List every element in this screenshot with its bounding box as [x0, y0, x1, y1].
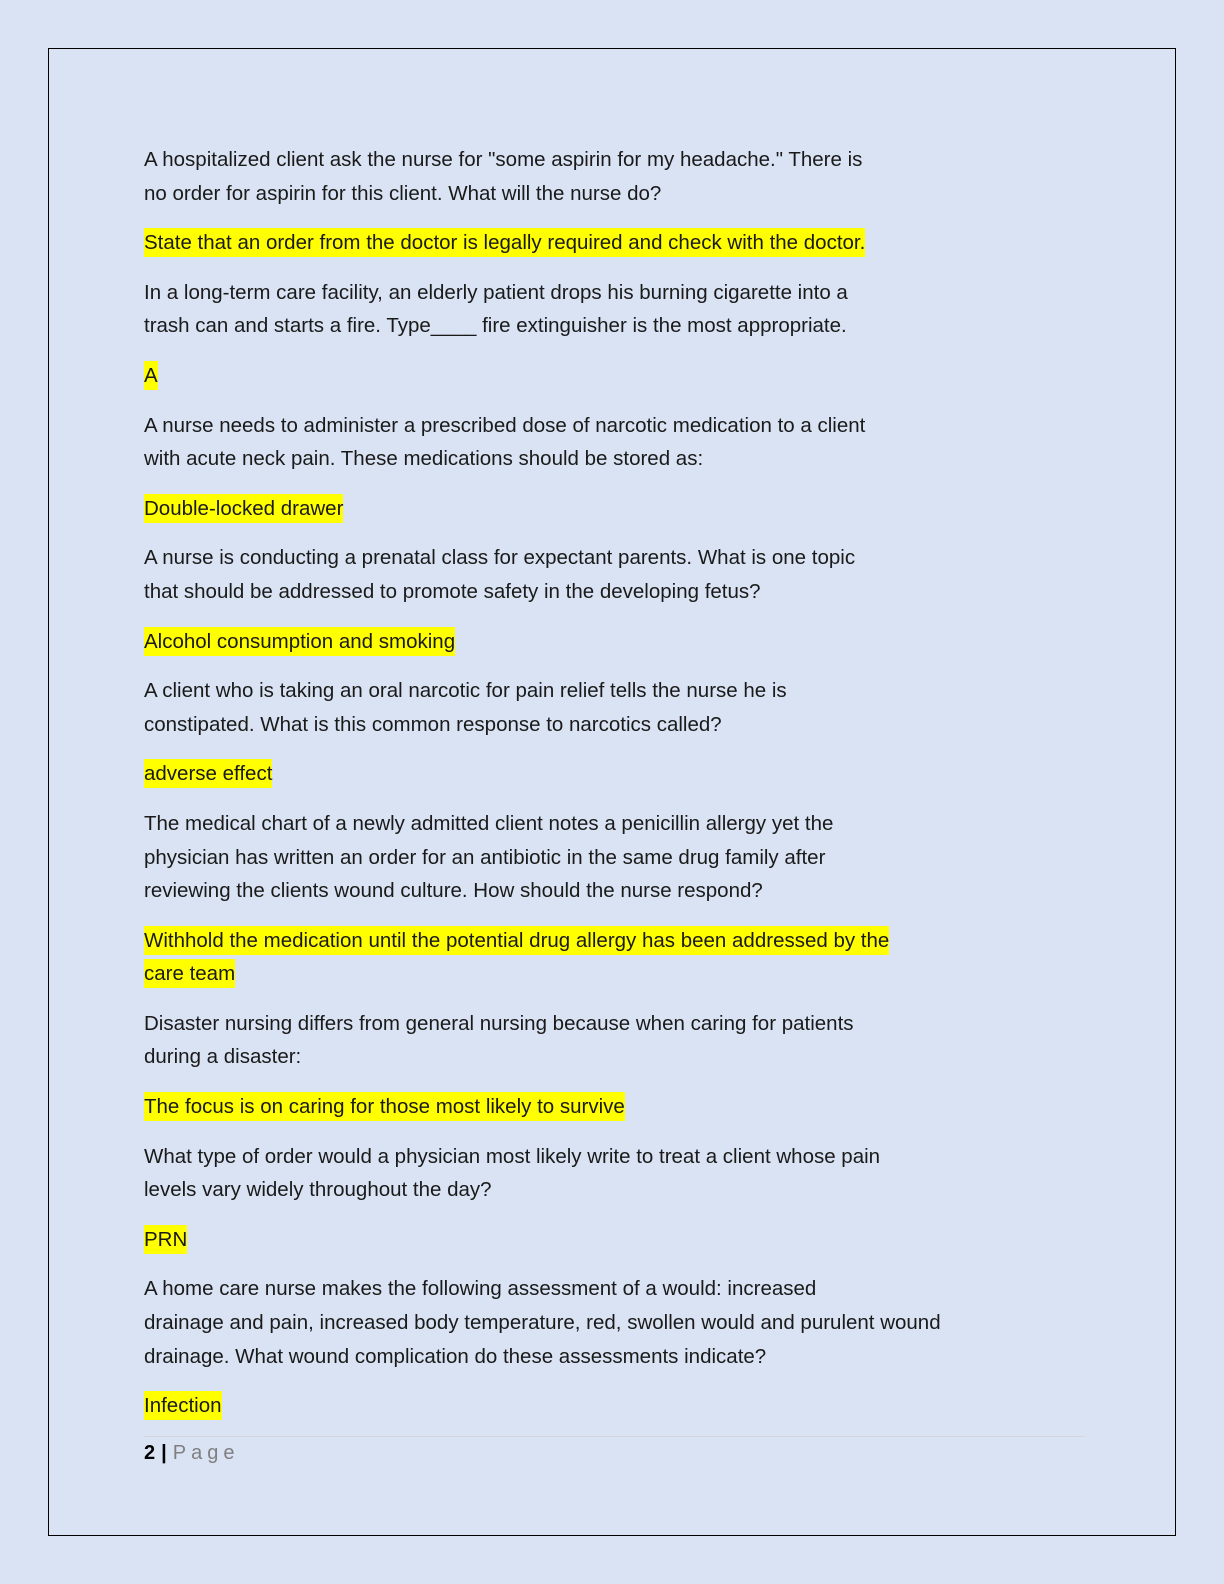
qa-item-4 [144, 541, 1044, 658]
answer-text [144, 924, 1044, 991]
question-text: A hospitalized client ask the nurse for "some aspirin for my headache." There is no order for aspirin for this client. What will the nurse do? [144, 148, 863, 205]
document-body [144, 143, 1044, 1439]
question-text: What type of order would a physician most likely write to treat a client whose pain levels vary widely throughout the day? [144, 1144, 881, 1202]
qa-item-7 [144, 1007, 1044, 1124]
answer-text [144, 625, 1044, 659]
answer-highlight: The focus is on caring for those most likely to survive [144, 1092, 625, 1121]
answer-highlight: State that an order from the doctor is legally required and check with the doctor. [144, 228, 865, 257]
footer-separator: | [161, 1442, 167, 1464]
answer-highlight: Alcohol consumption and smoking [144, 627, 455, 656]
qa-item-2 [144, 276, 1044, 393]
qa-item-8 [144, 1140, 1044, 1257]
question-text: Disaster nursing differs from general nursing because when caring for patients during a disaster: [144, 1011, 854, 1069]
page-footer [144, 1438, 239, 1468]
answer-highlight: Double-locked drawer [144, 494, 343, 523]
answer-text [144, 1223, 1044, 1257]
answer-highlight: Withhold the medication until the potential drug allergy has been addressed by the care team [144, 926, 889, 989]
qa-item-9 [144, 1272, 1044, 1422]
answer-text [144, 1389, 1044, 1423]
question-text: A home care nurse makes the following assessment of a would: increased drainage and pain, increased body temperature, red, swollen would and purulent wound drainage. What wound complication do these assessments indicate? [144, 1277, 941, 1368]
answer-text [144, 757, 1044, 791]
question-text: The medical chart of a newly admitted client notes a penicillin allergy yet the physician has written an order for an antibiotic in the same drug family after reviewing the clients wound culture. How should the nurse respond? [144, 811, 834, 903]
answer-text [144, 1090, 1044, 1124]
qa-item-6 [144, 807, 1044, 991]
answer-text [144, 492, 1044, 526]
qa-item-3 [144, 409, 1044, 526]
answer-highlight: Infection [144, 1391, 222, 1420]
question-text: A client who is taking an oral narcotic for pain relief tells the nurse he is constipated. What is this common response to narcotics called? [144, 679, 787, 736]
page-number: 2 [144, 1442, 156, 1464]
answer-highlight: PRN [144, 1225, 187, 1254]
footer-divider [144, 1436, 1084, 1437]
answer-text [144, 359, 1044, 393]
question-text: In a long-term care facility, an elderly patient drops his burning cigarette into a trash can and starts a fire. Type____ fire extinguisher is the most appropriate. [144, 280, 848, 338]
answer-text [144, 226, 1044, 260]
question-text: A nurse is conducting a prenatal class for expectant parents. What is one topic that should be addressed to promote safety in the developing fetus? [144, 546, 856, 603]
answer-highlight: adverse effect [144, 759, 272, 788]
question-text: A nurse needs to administer a prescribed dose of narcotic medication to a client with acute neck pain. These medications should be stored as: [144, 413, 866, 471]
answer-highlight: A [144, 361, 158, 390]
page-label: Page [172, 1442, 240, 1464]
qa-item-1 [144, 143, 1044, 260]
qa-item-5 [144, 674, 1044, 791]
